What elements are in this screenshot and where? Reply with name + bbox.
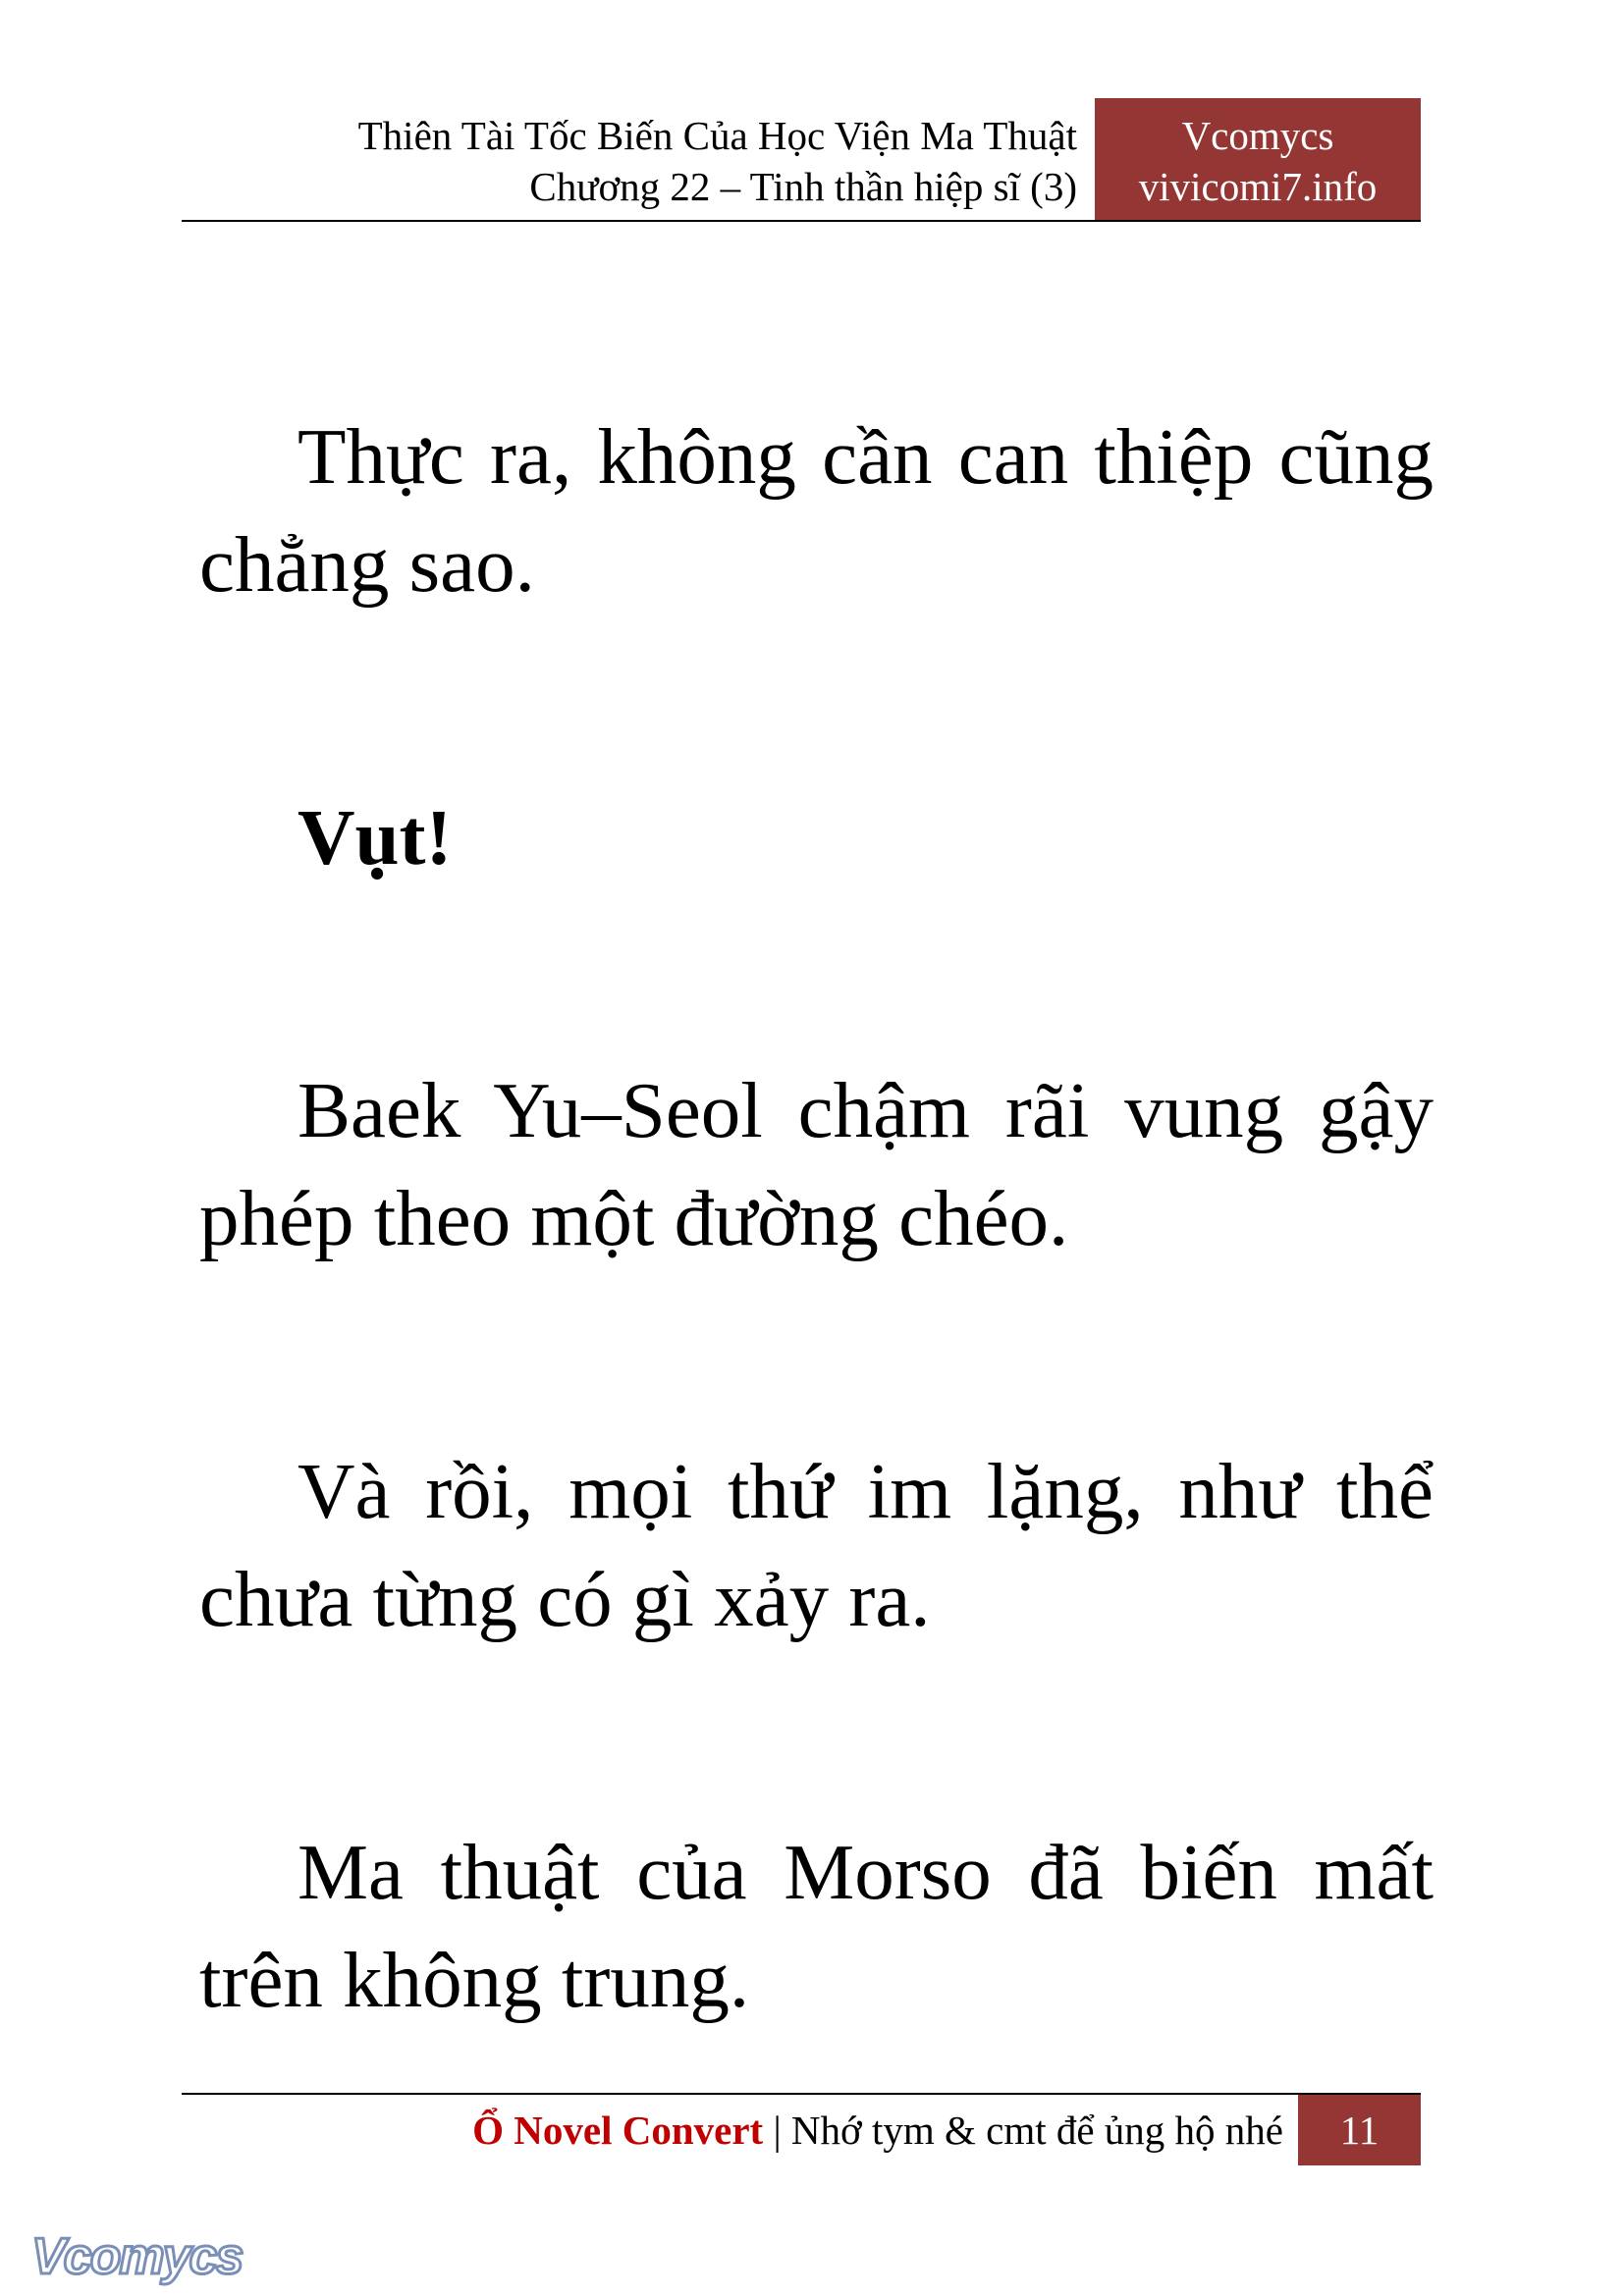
page-header — [182, 98, 1421, 220]
footer-text — [472, 2105, 1283, 2156]
chapter-title: Chương 22 – Tinh thần hiệp sĩ (3) — [529, 164, 1077, 209]
site-name: Vcomycs — [1181, 113, 1334, 158]
header-divider — [182, 220, 1421, 222]
footer-message: Nhớ tym & cmt để ủng hộ nhé — [790, 2108, 1283, 2153]
paragraph: Baek Yu–Seol chậm rãi vung gậy phép theo một đường chéo. — [199, 1066, 1434, 1262]
page-footer — [182, 2095, 1421, 2165]
svg-text:Vcomycs: Vcomycs — [31, 2228, 243, 2285]
footer-separator: | — [773, 2108, 782, 2153]
chapter-content — [199, 402, 1434, 2199]
paragraph: Thực ra, không cần can thiệp cũng chẳng sao. — [199, 412, 1434, 609]
paragraph: Ma thuật của Morso đã biến mất trên không trung. — [199, 1828, 1434, 2024]
paragraph: Và rồi, mọi thứ im lặng, như thể chưa từng có gì xảy ra. — [199, 1447, 1434, 1643]
page-number: 11 — [1298, 2095, 1421, 2165]
site-url[interactable]: vivicomi7.info — [1138, 164, 1378, 209]
vcomycs-logo-icon — [27, 2220, 263, 2291]
header-titles — [358, 110, 1077, 212]
paragraph-sound-effect: Vụt! — [298, 793, 453, 881]
site-badge — [1095, 98, 1421, 220]
footer-brand: Ổ Novel Convert — [472, 2108, 764, 2153]
book-title: Thiên Tài Tốc Biến Của Học Viện Ma Thuật — [357, 113, 1077, 158]
